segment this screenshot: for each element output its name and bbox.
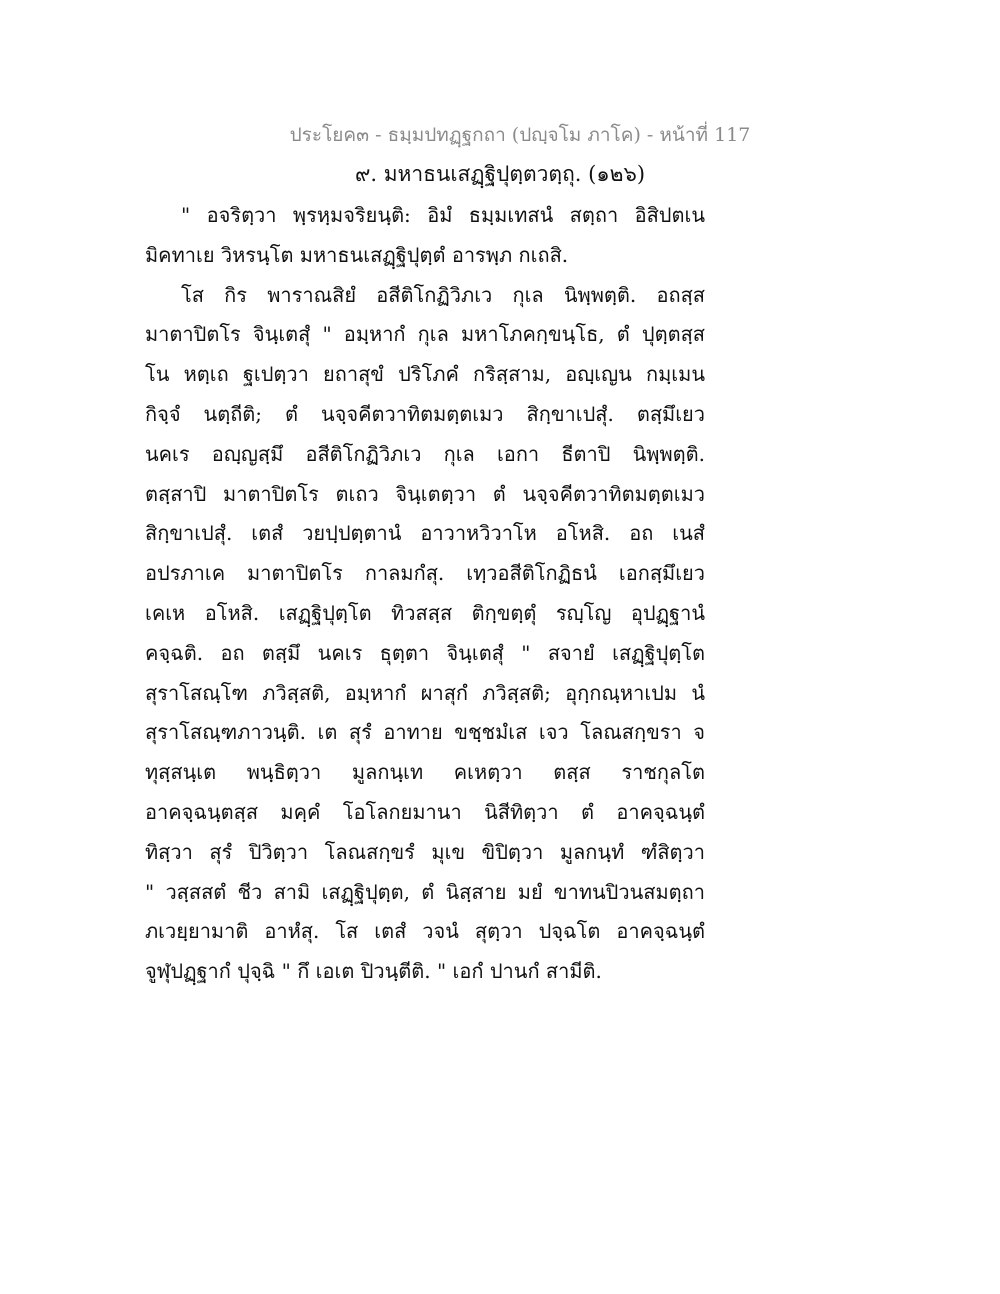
text-line: อาคจฺฉนฺตสฺส มคฺคํ โอโลกยมานา นิสีทิตฺวา ตํ อาคจฺฉนฺตํ [145, 799, 705, 824]
running-head: ประโยค๓ - ธมฺมปทฏฺฐกถา (ปญฺจโม ภาโค) - หน้าที่ 117 [289, 124, 751, 146]
text-line: ทุสฺสนฺเต พนฺธิตฺวา มูลกนฺเท คเหตฺวา ตสฺส ราชกุลโต [145, 760, 705, 785]
text-line: สิกฺขาเปสุํ. เตสํ วยปฺปตฺตานํ อาวาหวิวาโห อโหสิ. อถ เนสํ [145, 521, 705, 546]
text-line: เคเห อโหสิ. เสฏฺฐิปุตฺโต ทิวสสฺส ติกฺขตฺตุํ รญฺโญ อุปฏฺฐานํ [145, 600, 705, 625]
text-line: คจฺฉติ. อถ ตสฺมึ นคเร ธุตฺตา จินฺเตสุํ " สจายํ เสฏฺฐิปุตฺโต [145, 640, 705, 665]
text-line: มาตาปิตโร จินฺเตสุํ " อมฺหากํ กุเล มหาโภคกฺขนฺโธ, ตํ ปุตฺตสฺส [145, 322, 705, 347]
text-line: โน หตฺเถ ฐเปตฺวา ยถาสุขํ ปริโภคํ กริสฺสาม, อญฺเญน กมฺเมน [145, 362, 705, 387]
text-line: ตสฺสาปิ มาตาปิตโร ตเถว จินฺเตตฺวา ตํ นจฺจคีตวาทิตมตฺตเมว [145, 481, 705, 506]
text-line: โส กิร พาราณสิยํ อสีติโกฏิวิภเว กุเล นิพฺพตฺติ. อถสฺส [181, 282, 705, 307]
text-line: ทิสฺวา สุรํ ปิวิตฺวา โลณสกฺขรํ มุเข ขิปิตฺวา มูลกนฺทํ ฑํสิตฺวา [145, 839, 705, 864]
body-text [145, 196, 705, 992]
text-line: " อจริตฺวา พฺรหฺมจริยนฺติ: อิมํ ธมฺมเทสนํ สตฺถา อิสิปตเน [181, 203, 705, 227]
text-line: ภเวยฺยามาติ อาหํสุ. โส เตสํ วจนํ สุตฺวา ปจฺฉโต อาคจฺฉนฺตํ [145, 919, 705, 944]
text-line: มิคทาเย วิหรนฺโต มหาธนเสฏฺฐิปุตฺตํ อารพฺภ กเถสิ. [145, 242, 569, 267]
text-line: สุราโสณฺฑภาวนฺติ. เต สุรํ อาทาย ขชฺชมํเส เจว โลณสกฺขรา จ [145, 720, 705, 745]
text-line: " วสฺสสตํ ชีว สามิ เสฏฺฐิปุตฺต, ตํ นิสฺสาย มยํ ขาทนปิวนสมตฺถา [145, 879, 705, 904]
text-line: นคเร อญฺญสฺมึ อสีติโกฏิวิภเว กุเล เอกา ธีตาปิ นิพฺพตฺติ. [145, 441, 705, 466]
text-line: กิจฺจํ นตฺถีติ; ตํ นจฺจคีตวาทิตมตฺตเมว สิกฺขาเปสุํ. ตสฺมึเยว [145, 401, 705, 426]
section-title: ๙. มหาธนเสฏฺฐิปุตฺตวตฺถุ. (๑๒๖) [354, 162, 646, 186]
text-line: จูฬุปฏฺฐากํ ปุจฺฉิ " กึ เอเต ปิวนฺตีติ. " เอกํ ปานกํ สามีติ. [145, 959, 602, 984]
text-line: อปรภาเค มาตาปิตโร กาลมกํสุ. เทฺวอสีติโกฏิธนํ เอกสฺมึเยว [145, 561, 705, 586]
text-line: สุราโสณฺโฑ ภวิสฺสติ, อมฺหากํ ผาสุกํ ภวิสฺสติ; อุกฺกณฺหาเปม นํ [145, 680, 705, 705]
